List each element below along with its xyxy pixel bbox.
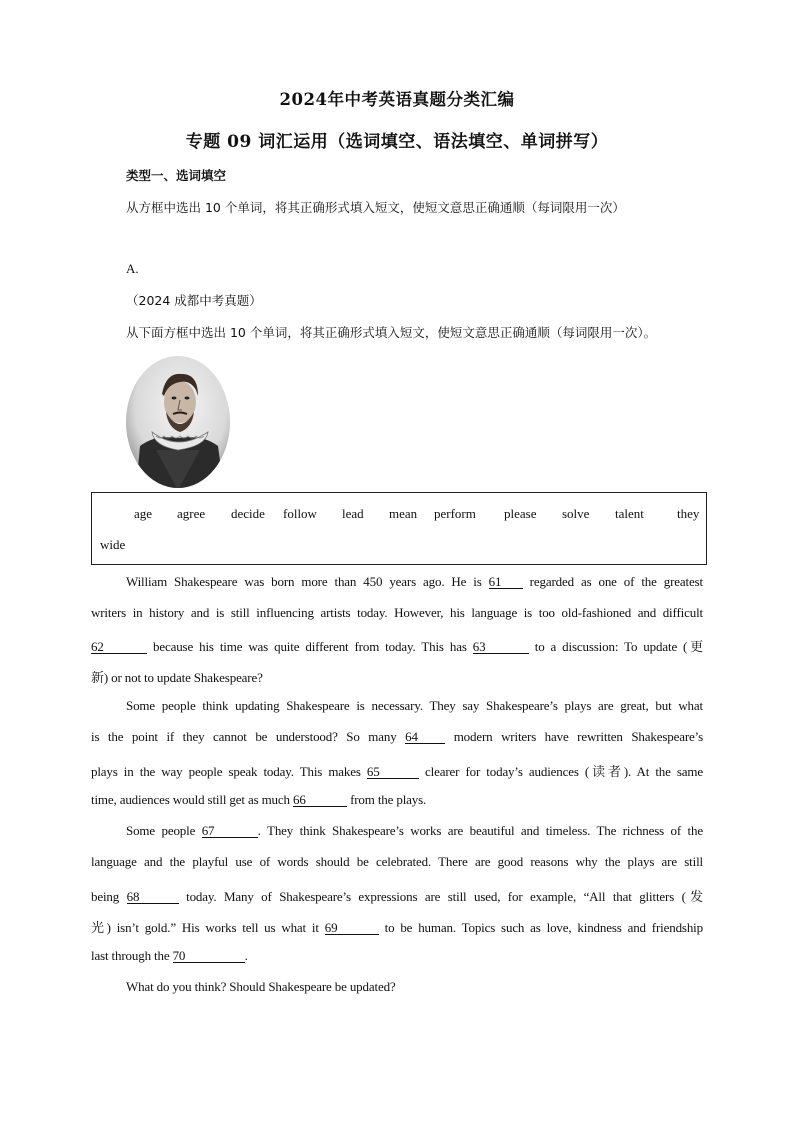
word-bank-item: talent bbox=[615, 506, 644, 521]
passage-line: William Shakespeare was born more than 450 years ago. He is 61 regarded as one of the greatest bbox=[126, 574, 703, 589]
passage-line: being 68 today. Many of Shakespeare’s expressions are still used, for example, “All that glitters (发 bbox=[91, 889, 704, 904]
passage-line: Some people think updating Shakespeare is necessary. They say Shakespeare’s plays are great, but what bbox=[126, 698, 703, 713]
answer-blank-63[interactable]: 63 bbox=[473, 640, 529, 654]
word-bank-item: lead bbox=[342, 506, 364, 521]
answer-blank-67[interactable]: 67 bbox=[202, 824, 258, 838]
word-bank-item: solve bbox=[562, 506, 590, 521]
source-note: （2024 成都中考真题） bbox=[126, 293, 262, 308]
instruction: 从方框中选出 10 个单词，将其正确形式填入短文，使短文意思正确通顺（每词限用一次） bbox=[126, 200, 625, 215]
word-bank-item: perform bbox=[434, 506, 476, 521]
answer-blank-70[interactable]: 70 bbox=[173, 949, 245, 963]
word-bank-item: decide bbox=[231, 506, 265, 521]
word-bank-item: please bbox=[504, 506, 537, 521]
passage-line: is the point if they cannot be understood? So many 64 modern writers have rewritten Shakespeare’s bbox=[91, 729, 704, 744]
word-bank-item: age bbox=[134, 506, 153, 521]
word-bank-box bbox=[91, 492, 707, 565]
passage-line: language and the playful use of words should be celebrated. There are good reasons why the plays are still bbox=[91, 854, 703, 869]
answer-blank-65[interactable]: 65 bbox=[367, 765, 419, 779]
word-bank-item: agree bbox=[177, 506, 206, 521]
instruction-detail: 从下面方框中选出 10 个单词，将其正确形式填入短文，使短文意思正确通顺（每词限用一次）。 bbox=[126, 325, 657, 340]
passage-line: 新) or not to update Shakespeare? bbox=[91, 670, 263, 685]
word-bank-item: wide bbox=[100, 537, 126, 552]
passage-line: 62 because his time was quite different from today. This has 63 to a discussion: To update (更 bbox=[91, 639, 703, 654]
word-bank-item: mean bbox=[389, 506, 418, 521]
exercise-label: A. bbox=[126, 261, 139, 276]
page-title: 2024年中考英语真题分类汇编 bbox=[279, 90, 515, 109]
answer-blank-68[interactable]: 68 bbox=[127, 890, 179, 904]
answer-blank-69[interactable]: 69 bbox=[325, 921, 379, 935]
answer-blank-66[interactable]: 66 bbox=[293, 793, 347, 807]
answer-blank-62[interactable]: 62 bbox=[91, 640, 147, 654]
word-bank-item: they bbox=[677, 506, 700, 521]
word-bank-item: follow bbox=[283, 506, 317, 521]
passage-line: plays in the way people speak today. This makes 65 clearer for today’s audiences (读者). At the same bbox=[91, 764, 703, 779]
passage-line: Some people 67 . They think Shakespeare’s works are beautiful and timeless. The richness of the bbox=[126, 823, 703, 838]
passage-line: 光) isn’t gold.” His works tell us what it 69 to be human. Topics such as love, kindness and friendship bbox=[91, 920, 703, 935]
section-heading: 类型一、选词填空 bbox=[126, 168, 227, 183]
topic-title: 专题 09 词汇运用（选词填空、语法填空、单词拼写） bbox=[185, 132, 609, 152]
answer-blank-64[interactable]: 64 bbox=[405, 730, 445, 744]
answer-blank-61[interactable]: 61 bbox=[489, 575, 523, 589]
shakespeare-portrait-image bbox=[126, 350, 236, 490]
passage-line: last through the 70 . bbox=[91, 948, 248, 963]
passage-line: What do you think? Should Shakespeare be updated? bbox=[126, 979, 396, 994]
passage-line: writers in history and is still influencing artists today. However, his language is too old-fashioned and difficult bbox=[91, 605, 703, 620]
passage-line: time, audiences would still get as much 66 from the plays. bbox=[91, 792, 427, 807]
